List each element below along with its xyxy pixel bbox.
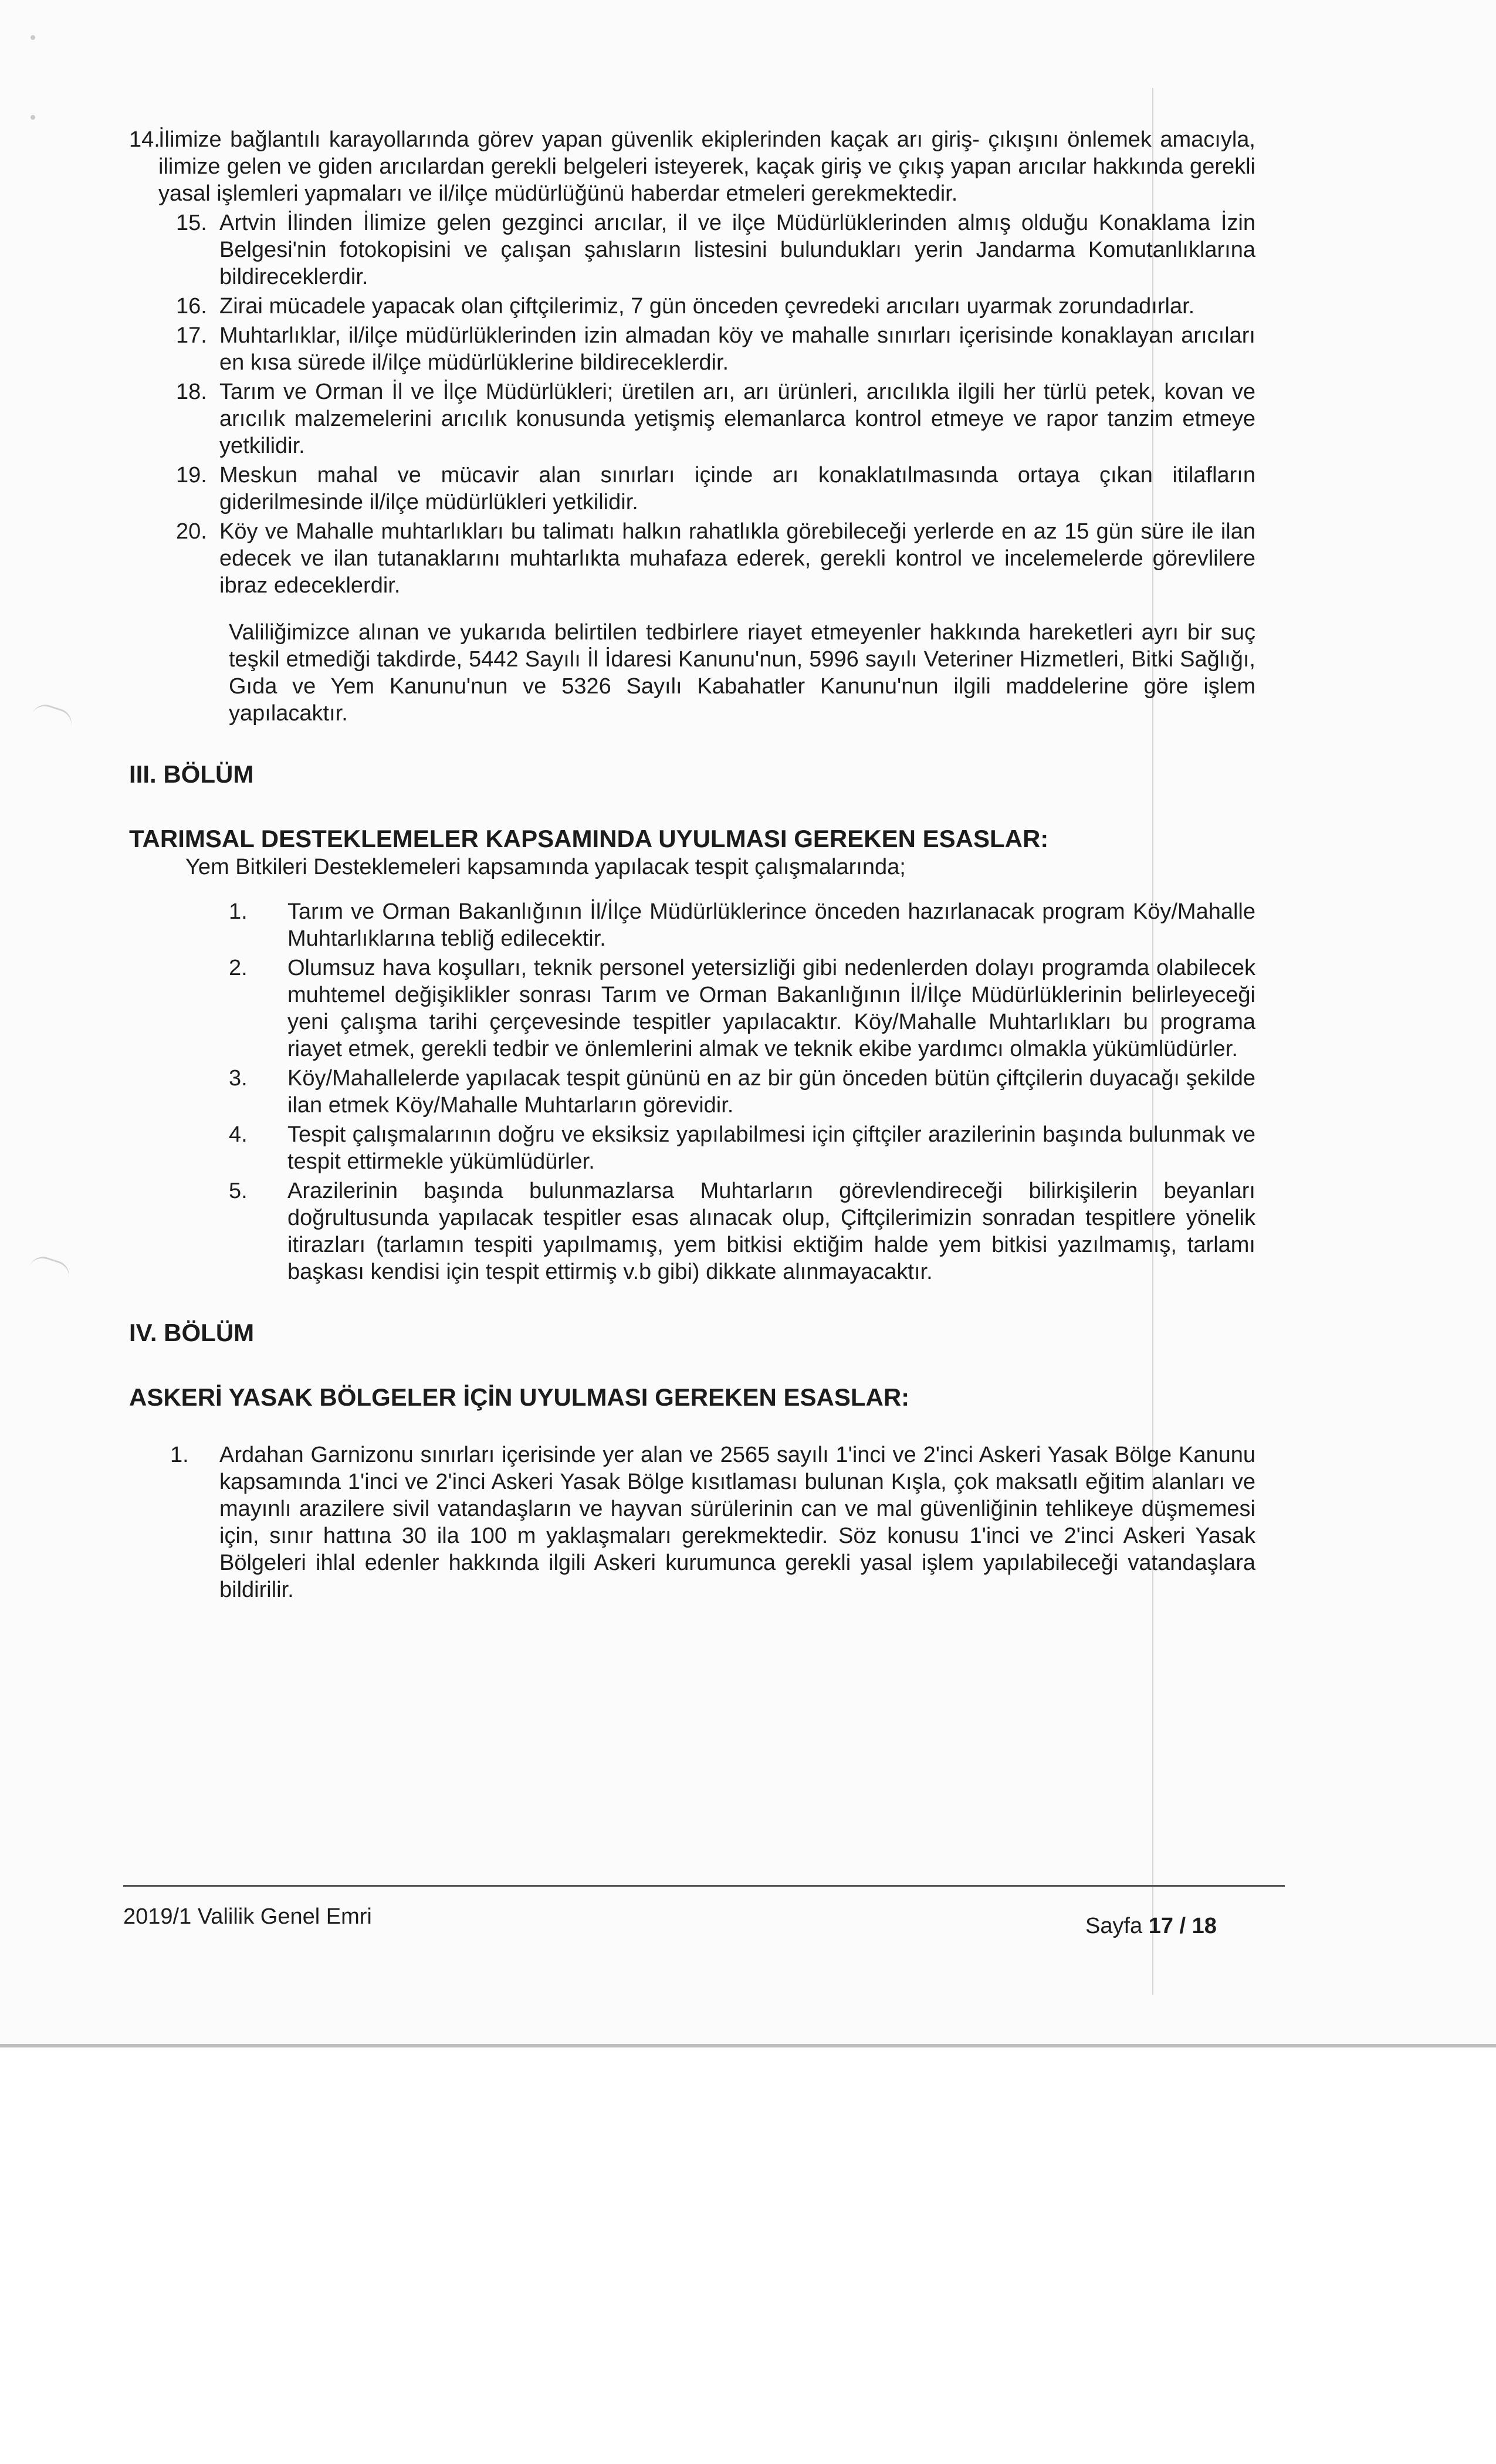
item-text: Zirai mücadele yapacak olan çiftçilerimiz, 7 gün önceden çevredeki arıcıları uyarmak zorundadırlar. bbox=[219, 294, 1195, 319]
item-number: 5. bbox=[229, 1179, 248, 1203]
item-text: Meskun mahal ve mücavir alan sınırları içinde arı konaklatılmasında ortaya çıkan itilafların giderilmesinde il/ilçe müdürlükleri yetkilidir. bbox=[219, 463, 1255, 515]
list-item bbox=[176, 209, 1255, 290]
punch-hole-mark bbox=[31, 115, 35, 120]
item-text: Olumsuz hava koşulları, teknik personel yetersizliği gibi nedenlerden dolayı programda olabilecek muhtemel değişiklikler sonrası Tarım ve Orman Bakanlığının İl/İlçe Müdürlüklerinin belirleyeceği yeni çalışma tarihi çerçevesinde tespitler yapılacaktır. Köy/Mahalle Muhtarlıkları bu programa riayet etmek, gerekli tedbir ve önlemlerini almak ve teknik ekibe yardımcı olmakla yükümlüdürler. bbox=[287, 956, 1255, 1061]
item-text: Tarım ve Orman İl ve İlçe Müdürlükleri; üretilen arı, arı ürünleri, arıcılıkla ilgili her türlü petek, kovan ve arıcılık malzemelerini arıcılık konusunda yetişmiş elemanlarca kontrol etmeye ve rapor tanzim etmeye yetkilidir. bbox=[219, 380, 1255, 458]
item-number: 14. bbox=[129, 127, 160, 152]
item-number: 16. bbox=[176, 294, 207, 319]
list-item bbox=[229, 955, 1255, 1062]
item-number: 4. bbox=[229, 1122, 248, 1147]
footer-page-number bbox=[1085, 1913, 1217, 1940]
document-body bbox=[129, 126, 1255, 1606]
section-iv-label: IV. BÖLÜM bbox=[129, 1319, 255, 1346]
item-number: 1. bbox=[170, 1443, 189, 1467]
list-item bbox=[176, 462, 1255, 516]
item-number: 18. bbox=[176, 380, 207, 404]
item-text: Ardahan Garnizonu sınırları içerisinde yer alan ve 2565 sayılı 1'inci ve 2'inci Askeri Yasak Bölge Kanunu kapsamında 1'inci ve 2'inci Askeri Yasak Bölge kısıtlaması bulunan Kışla, çok maksatlı eğitim alanları ve mayınlı arazilere sivil vatandaşların ve hayvan sürülerinin can ve mal güvenliğinin tehlikeye düşmemesi için, sınır hattına 30 ila 100 m yaklaşmaları gerekmektedir. Söz konusu 1'inci ve 2'inci Askeri Yasak Bölgeleri ihlal edenler hakkında ilgili Askeri kurumunca gerekli yasal işlem yapılabileceği vatandaşlara bildirilir. bbox=[219, 1443, 1255, 1602]
item-number: 3. bbox=[229, 1066, 248, 1091]
item-number: 17. bbox=[176, 323, 207, 348]
list-item bbox=[129, 126, 1255, 207]
section-iii-label: III. BÖLÜM bbox=[129, 760, 254, 788]
item-text: Köy/Mahallelerde yapılacak tespit gününü en az bir gün önceden bütün çiftçilerin duyacağı şekilde ilan etmek Köy/Mahalle Muhtarların görevidir. bbox=[287, 1066, 1255, 1118]
list-item bbox=[229, 1065, 1255, 1119]
item-number: 15. bbox=[176, 211, 207, 235]
list-item bbox=[176, 293, 1255, 320]
list-item bbox=[229, 1177, 1255, 1285]
section-ii-list bbox=[129, 126, 1255, 599]
item-text: Tespit çalışmalarının doğru ve eksiksiz yapılabilmesi için çiftçiler arazilerinin başında bulunmak ve tespit ettirmekle yükümlüdürler. bbox=[287, 1122, 1255, 1174]
item-number: 1. bbox=[229, 899, 248, 924]
item-number: 19. bbox=[176, 463, 207, 488]
list-item bbox=[229, 898, 1255, 952]
section-iii-intro: Yem Bitkileri Desteklemeleri kapsamında yapılacak tespit çalışmalarında; bbox=[185, 855, 906, 879]
footer-document-name: 2019/1 Valilik Genel Emri bbox=[123, 1904, 372, 1929]
scan-smudge-mark bbox=[29, 1253, 73, 1280]
list-item bbox=[229, 1121, 1255, 1175]
list-item bbox=[170, 1441, 1255, 1603]
scan-smudge-mark bbox=[32, 701, 75, 727]
item-text: Tarım ve Orman Bakanlığının İl/İlçe Müdürlüklerince önceden hazırlanacak program Köy/Mahalle Muhtarlıklarına tebliğ edilecektir. bbox=[287, 899, 1255, 951]
item-text: Muhtarlıklar, il/ilçe müdürlüklerinden izin almadan köy ve mahalle sınırları içerisinde konaklayan arıcıları en kısa sürede il/ilçe müdürlüklerine bildireceklerdir. bbox=[219, 323, 1255, 375]
section-iv-title: ASKERİ YASAK BÖLGELER İÇİN UYULMASI GEREKEN ESASLAR: bbox=[129, 1383, 910, 1411]
page-count: 17 / 18 bbox=[1148, 1914, 1217, 1938]
list-item bbox=[176, 322, 1255, 376]
item-text: Arazilerinin başında bulunmazlarsa Muhtarların görevlendireceği bilirkişilerin beyanları doğrultusunda yapılacak tespitler esas alınacak olup, Çiftçilerimizin sonradan tespitlere yönelik itirazları (tarlamın tespiti yapılmamış, yem bitkisi ektiğim halde yem bitkisi yazılmamış, tarlamı başkası kendisi için tespit ettirmiş v.b gibi) dikkate alınmayacaktır. bbox=[287, 1179, 1255, 1284]
closing-paragraph: Valiliğimizce alınan ve yukarıda belirtilen tedbirlere riayet etmeyenler hakkında hareketleri ayrı bir suç teşkil etmediği takdirde, 5442 Sayılı İl İdaresi Kanunu'nun, 5996 sayılı Veteriner Hizmetleri, Bitki Sağlığı, Gıda ve Yem Kanunu'nun ve 5326 Sayılı Kabahatler Kanunu'nun ilgili maddelerine göre işlem yapılacaktır. bbox=[229, 620, 1255, 726]
section-iii-list bbox=[229, 898, 1255, 1285]
footer-divider bbox=[123, 1885, 1285, 1887]
list-item bbox=[176, 518, 1255, 599]
item-text: Artvin İlinden İlimize gelen gezginci arıcılar, il ve ilçe Müdürlüklerinden almış olduğu Konaklama İzin Belgesi'nin fotokopisini ve çalışan şahısların listesini bulundukları yerin Jandarma Komutanlıklarına bildireceklerdir. bbox=[219, 211, 1255, 289]
section-iii-title: TARIMSAL DESTEKLEMELER KAPSAMINDA UYULMASI GEREKEN ESASLAR: bbox=[129, 825, 1049, 852]
item-text: Köy ve Mahalle muhtarlıkları bu talimatı halkın rahatlıkla görebileceği yerlerde en az 15 gün süre ile ilan edecek ve ilan tutanaklarını muhtarlıkta muhafaza ederek, gerekli kontrol ve incelemelerde görevlilere ibraz edeceklerdir. bbox=[219, 519, 1255, 598]
page-edge bbox=[0, 2044, 1496, 2047]
list-item bbox=[176, 378, 1255, 459]
punch-hole-mark bbox=[31, 35, 35, 40]
item-number: 20. bbox=[176, 519, 207, 544]
section-iv-list bbox=[170, 1441, 1255, 1603]
item-text: İlimize bağlantılı karayollarında görev yapan güvenlik ekiplerinden kaçak arı giriş- çıkışını önlemek amacıyla, ilimize gelen ve giden arıcılardan gerekli belgeleri isteyerek, kaçak giriş ve çıkış yapan arıcılar hakkında gerekli yasal işlemleri yapmaları ve il/ilçe müdürlüğünü haberdar etmeleri gerekmektedir. bbox=[158, 127, 1255, 206]
item-number: 2. bbox=[229, 956, 248, 980]
page-label: Sayfa bbox=[1085, 1914, 1143, 1938]
